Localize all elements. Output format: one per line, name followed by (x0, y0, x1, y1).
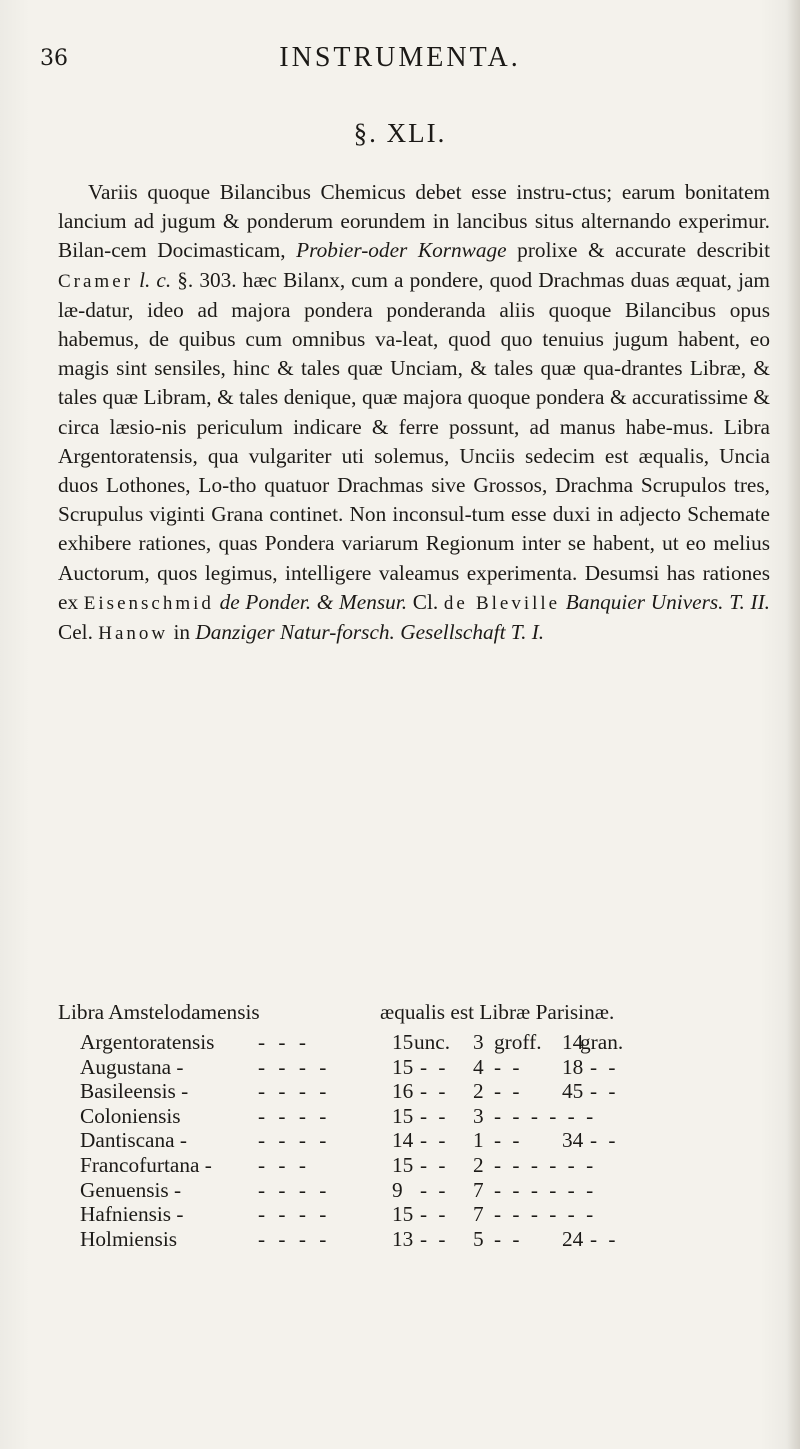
author-name: de Bleville (443, 592, 561, 614)
row-uncia: 15 (392, 1030, 414, 1054)
row-leader: - - (420, 1226, 449, 1251)
body-paragraph (58, 178, 770, 648)
book-title: de Ponder. & Mensur. (213, 589, 408, 614)
text-run: Variis quoque Bilancibus Chemicus debet esse instru-ctus; earum bonitatem lancium ad jugum & ponderum eorundem in lancibus situs alternando experimur. Bilan-cem Docimasticam, (58, 180, 770, 263)
running-title: INSTRUMENTA. (279, 42, 521, 73)
row-grossi: 5 (473, 1226, 484, 1251)
row-city: Argentoratensis (80, 1030, 215, 1054)
row-grana: 14 (562, 1030, 584, 1054)
row-leader: - - (590, 1128, 619, 1153)
row-leader: - - - - - - (494, 1202, 597, 1227)
author-name: Eisenschmid (83, 592, 214, 614)
page-number: 36 (40, 46, 68, 71)
table-row (80, 1104, 780, 1129)
row-leader: - - (420, 1177, 449, 1202)
row-leader: - - (494, 1128, 523, 1153)
text-run: §. 303. hæc Bilanx, cum a pondere, quod Drachmas duas æquat, jam læ-datur, ideo ad majora pondera ponderanda aliis quoque Bilancibus opus habemus, de quibus cum omnibus va-leat, quod quo tenuius jugum habent, eo magis sint sensiles, hinc & tales quæ Unciam, & tales quæ qua-drantes Libræ, & tales quæ Libram, & tales denique, quæ majora quoque pondera & accuratissime & circa læsio-nis periculum indicare & ferre possunt, ad manus habe-mus. Libra Argentoratensis, qua vulgariter uti solemus, Unciis sedecim est æqualis, Uncia duos Lothones, Lo-tho quatuor Drachmas sive Grossos, Drachma Scrupulos tres, Scrupulus viginti Grana continet. Non inconsul-tum esse duxi in adjecto Schemate exhibere rationes, quas Pondera variarum Regionum inter se habent, ut eo melius Auctorum, quos legimus, intelligere valeamus experimenta. Desumsi has rationes ex (58, 267, 770, 614)
row-leader: - - - - - - (494, 1152, 597, 1177)
text-run: in (168, 620, 196, 645)
paragraph-text (58, 178, 770, 648)
row-uncia: 15 (392, 1054, 414, 1079)
text-run: prolixe & accurate describit (506, 238, 770, 263)
row-leader: - - (420, 1202, 449, 1227)
row-uncia: 14 (392, 1128, 414, 1153)
row-uncia: 9 (392, 1177, 403, 1202)
row-city: Holmiensis (80, 1226, 178, 1251)
row-grossi: 2 (473, 1152, 484, 1177)
row-unit-grossi: groff. (494, 1030, 542, 1054)
row-leader: - - (494, 1079, 523, 1104)
row-leader: - - - - (258, 1079, 331, 1104)
citation-abbrev: l. c. (132, 267, 172, 292)
row-grana: 18 (562, 1054, 584, 1079)
row-leader: - - (590, 1226, 619, 1251)
table-row (80, 1178, 780, 1203)
row-leader: - - (590, 1054, 619, 1079)
row-grossi: 7 (473, 1202, 484, 1227)
german-term: Probier-oder Kornwage (296, 238, 507, 263)
row-grossi: 4 (473, 1054, 484, 1079)
row-leader: - - (494, 1054, 523, 1079)
row-grossi: 2 (473, 1079, 484, 1104)
row-grossi: 7 (473, 1177, 484, 1202)
book-title: Banquier Univers. T. II. (560, 589, 770, 614)
author-name: Hanow (98, 623, 169, 645)
row-leader: - - - (258, 1152, 310, 1177)
row-leader: - - - (258, 1030, 310, 1054)
row-leader: - - (420, 1128, 449, 1153)
row-grana: 45 (562, 1079, 584, 1104)
row-city: Basileensis - (80, 1079, 189, 1104)
table-row (80, 1128, 780, 1153)
book-title: Danziger Natur-forsch. Gesellschaft T. I. (195, 620, 545, 645)
row-leader: - - (420, 1054, 449, 1079)
row-grossi: 1 (473, 1128, 484, 1153)
section-heading: §. XLI. (353, 118, 447, 148)
row-city: Augustana - (80, 1054, 184, 1079)
page-edge-shadow (786, 0, 800, 1449)
row-leader: - - - - - - (494, 1177, 597, 1202)
table-row (80, 1153, 780, 1178)
text-run: Cel. (58, 620, 99, 645)
row-grossi: 3 (473, 1103, 484, 1128)
table-row (80, 1055, 780, 1080)
row-leader: - - - - (258, 1177, 331, 1202)
row-unit-grana: gran. (580, 1030, 624, 1054)
row-city: Genuensis - (80, 1177, 182, 1202)
row-leader: - - - - - - (494, 1103, 597, 1128)
running-head (40, 40, 760, 80)
table-row (80, 1202, 780, 1227)
row-grossi: 3 (473, 1030, 484, 1054)
row-leader: - - (590, 1079, 619, 1104)
row-city: Dantiscana - (80, 1128, 188, 1153)
row-uncia: 13 (392, 1226, 414, 1251)
row-leader: - - (420, 1079, 449, 1104)
row-uncia: 15 (392, 1103, 414, 1128)
table-row (80, 1030, 780, 1055)
table-row (80, 1079, 780, 1104)
row-uncia: 16 (392, 1079, 414, 1104)
row-leader: - - (494, 1226, 523, 1251)
row-leader: - - - - (258, 1128, 331, 1153)
row-uncia: 15 (392, 1202, 414, 1227)
table-header-left: Libra Amstelodamensis (58, 1000, 260, 1024)
row-city: Francofurtana - (80, 1152, 212, 1177)
table-header-right: æqualis est Libræ Parisinæ. (380, 1000, 615, 1024)
row-grana: 24 (562, 1226, 584, 1251)
weights-table (80, 1030, 780, 1251)
row-leader: - - - - (258, 1103, 331, 1128)
row-grana: 34 (562, 1128, 584, 1153)
row-city: Coloniensis (80, 1103, 181, 1128)
table-row (80, 1227, 780, 1252)
row-leader: - - (420, 1103, 449, 1128)
row-uncia: 15 (392, 1152, 414, 1177)
row-leader: - - - - (258, 1202, 331, 1227)
row-leader: - - - - (258, 1226, 331, 1251)
row-unit-uncia: unc. (414, 1030, 451, 1054)
row-city: Hafniensis - (80, 1202, 184, 1227)
row-leader: - - (420, 1152, 449, 1177)
row-leader: - - - - (258, 1054, 331, 1079)
author-name: Cramer (58, 270, 133, 292)
text-run: Cl. (407, 589, 444, 614)
